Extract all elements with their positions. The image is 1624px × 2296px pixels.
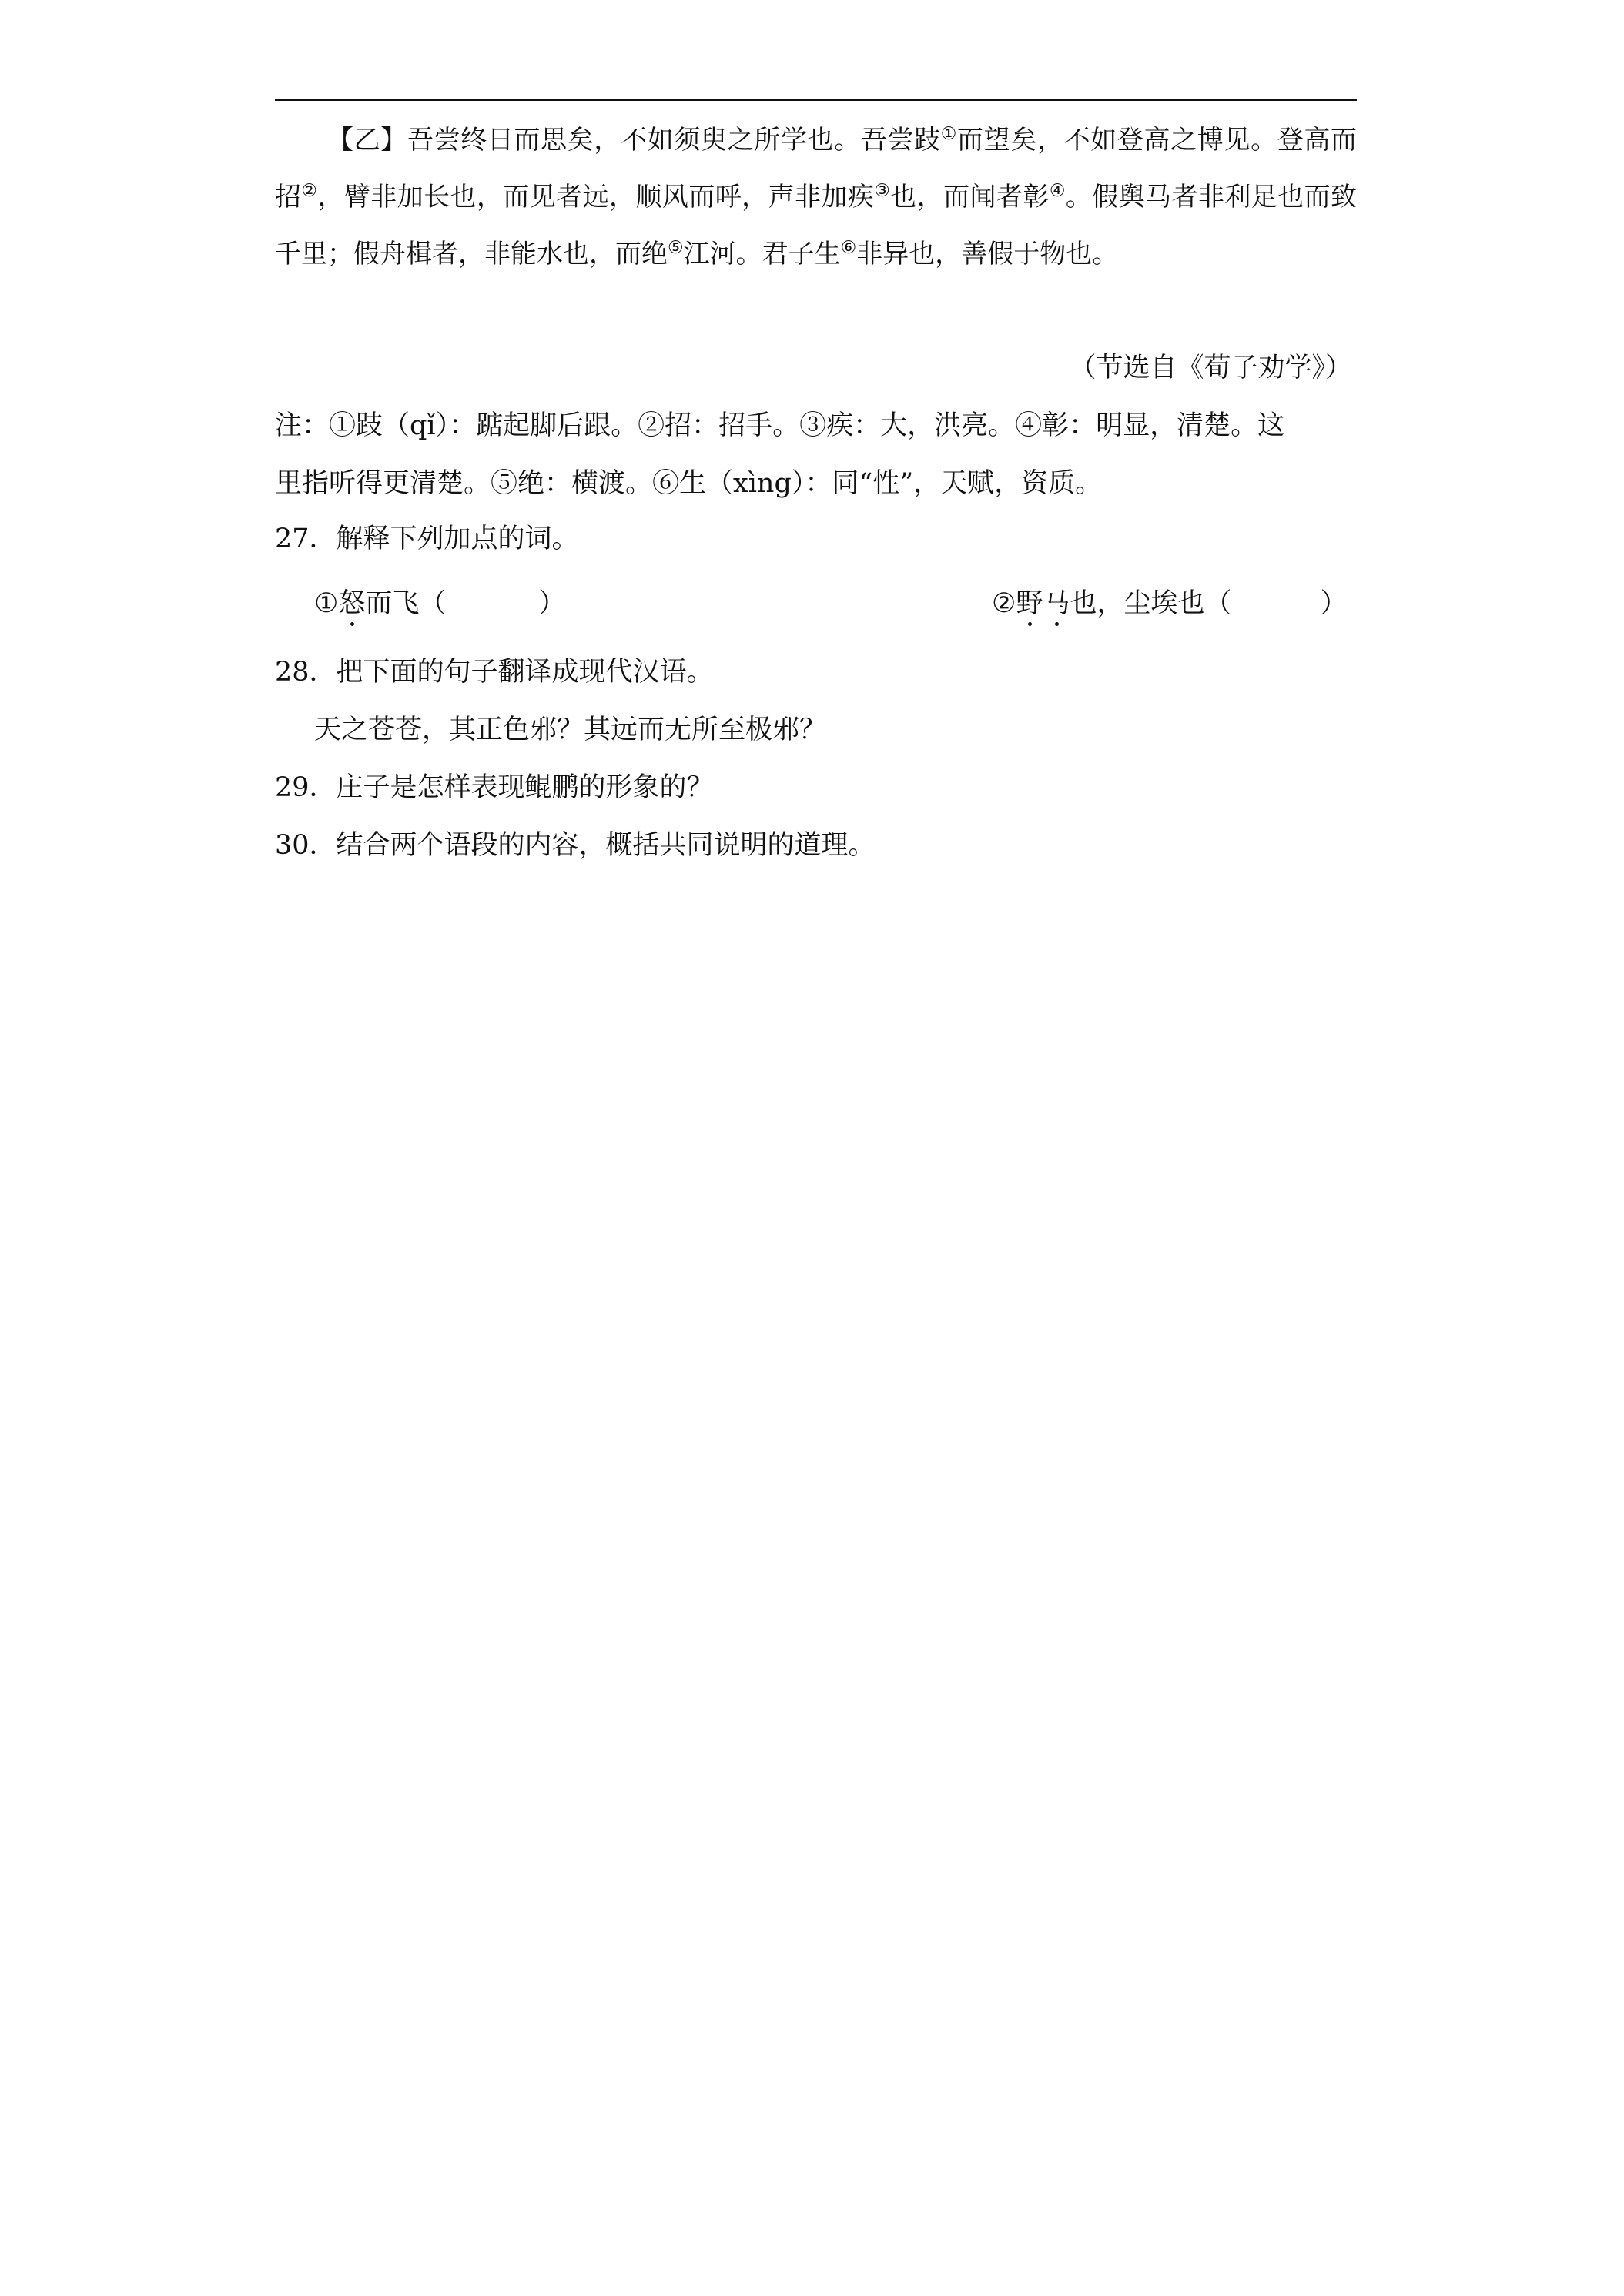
notes-line-1: 注：①跂（qǐ）：踮起脚后跟。②招：招手。③疾：大，洪亮。④彰：明显，清楚。这 [275,410,1285,441]
footnote-marker: ① [940,124,958,144]
notes-line-2: 里指听得更清楚。⑤绝：横渡。⑥生（xìng）：同“性”，天赋，资质。 [275,468,1103,499]
item-number: ① [314,588,339,619]
footnote-marker: ③ [874,181,891,201]
item-text: 也，尘埃也（ [1070,588,1232,619]
item-text: 而飞（ [365,588,447,619]
passage-text: ，臂非加长也，而见者远，顺风而呼，声非加疾 [317,182,875,213]
dotted-word: 马 [1043,582,1070,621]
question-28-title: 28．把下面的句子翻译成现代汉语。 [275,657,714,688]
passage-text: 吾尝终日而思矣，不如须臾之所学也。吾尝跂 [407,125,941,156]
dotted-word: 野 [1016,582,1043,621]
header-rule [275,99,1357,101]
passage-text: 而望矣，不如登高之博见。登高而招 [275,125,1358,213]
question-27-item-2 [992,582,1347,621]
footnote-marker: ④ [1049,181,1066,201]
item-number: ② [992,588,1016,619]
footnote-marker: ② [301,181,318,201]
dotted-word: 怒 [338,582,365,621]
footnote-marker: ⑤ [668,238,684,258]
question-29-title: 29．庄子是怎样表现鲲鹏的形象的？ [275,772,714,803]
passage-b [275,112,1357,283]
question-27-item-1 [314,582,565,621]
footnote-marker: ⑥ [840,238,857,258]
item-close: ） [1320,588,1348,619]
question-30-title: 30．结合两个语段的内容，概括共同说明的道理。 [275,830,876,861]
source-citation: （节选自《荀子劝学》） [1069,353,1352,383]
passage-text: 江河。君子生 [683,239,841,269]
passage-label: 【乙】 [327,125,407,156]
question-28-sentence: 天之苍苍，其正色邪？其远而无所至极邪？ [314,715,827,745]
item-close: ） [538,588,566,619]
question-27-title: 27．解释下列加点的词。 [275,524,579,554]
passage-text: 非异也，善假于物也。 [856,239,1119,269]
passage-text: 。假舆马者非利足也而致千里；假舟楫者，非能水也，而绝 [275,182,1358,269]
passage-text: 也，而闻者彰 [890,182,1050,213]
